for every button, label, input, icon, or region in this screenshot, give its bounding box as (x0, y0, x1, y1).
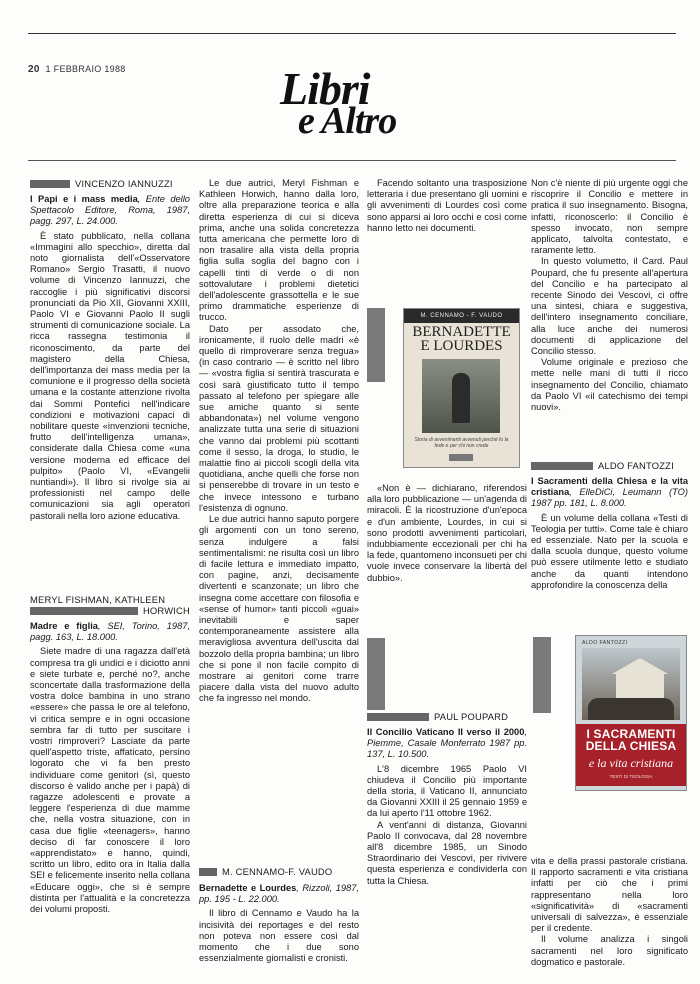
book-publisher: , ElleDiCi, Leumann (TO) 1987 pp. 181, L. 8.000. (531, 487, 688, 509)
author-name: VINCENZO IANNUZZI (75, 178, 173, 190)
book-title: I Papi e i mass media (30, 194, 138, 204)
article-fantozzi-cont (531, 856, 688, 968)
book-publisher: , SEI, Torino, 1987, pagg. 163, L. 18.000. (30, 621, 190, 643)
section-masthead (280, 60, 450, 150)
top-rule (28, 33, 676, 34)
author-name: PAUL POUPARD (434, 711, 509, 723)
book-reference (199, 883, 359, 905)
paragraph: Volume originale e prezioso che mette nelle mani di tutti il ricco insegnamento del Concilio, chiamato da Paolo VI «il catechismo dei tempi nuovi». (531, 357, 688, 413)
book-publisher: , Rizzoli, 1987, pp. 195 - L. 22.000. (199, 883, 359, 905)
byline-bar (367, 713, 429, 721)
book-cover-bernadette (403, 308, 520, 468)
book-title: Madre e figlia (30, 621, 98, 631)
book-reference (531, 476, 688, 510)
byline-bar (531, 462, 593, 470)
paragraph: Dato per assodato che, ironicamente, il ruolo delle madri «è quello di rimproverare senza tregua» (in caso contrario — è scritto nel libro — «vostra figlia si sentirà trascurata e così sarà giustificato tutto il tempo passato al telefono per spiegare alle sue amiche quanto si sente abbandonata») nel volume vengono analizzate tutta una serie di situazioni che vanno dai problemi più scottanti come il sesso, la droga, lo studio, le malattie fino ai piccoli scogli della vita quotidiana, anche quelli che forse non si penserebbe di trovare in un testo e che invece intessono e turbano l'esistenza di ognuno. (199, 323, 359, 513)
article-cennamo-cont (367, 178, 527, 234)
paragraph: È stato pubblicato, nella collana «Immagini allo specchio», diretta dal noto giornalista dell'«Osservatore Romano» Sergio Trasatti, il nuovo volume di Vincenzo Iannuzzi, che raccoglie i più significativi discorsi pronunciati da Pio XII, Giovanni XXIII, Paolo VI e Giovanni Paolo II sugli strumenti di comunicazione sociale. La ricca rassegna testimonia il riconoscimento, da parte del magistero della Chiesa, dell'importanza dei mass media per la comunione e il progresso della società umana e la costante attenzione rivolta dai Sommi Pontefici nell'indicare condizioni e motivazioni capaci di nobilitare queste «invenzioni tecniche, frutto dell'intelligenza umana», considerate dalla Chiesa come «una versione moderna ed efficace del pulpito» (Paolo VI, «Evangelii nuntiandi»). Il libro si rivolge sia ai professionisti nel campo delle comunicazioni sia agli operatori pastorali nella loro azione educativa. (30, 230, 190, 521)
article-poupard-cont (531, 178, 688, 413)
cover-author: ALDO FANTOZZI (582, 640, 628, 646)
article-iannuzzi (30, 178, 190, 522)
article-cennamo-quote (367, 483, 527, 584)
byline (30, 594, 190, 616)
page-number: 20 (28, 64, 40, 75)
article-fishman-cont (199, 178, 359, 705)
paragraph: Il volume analizza i singoli sacramenti nel loro significato dogmatico e pastorale. (531, 934, 688, 967)
page-info (28, 64, 126, 75)
gray-accent (533, 637, 551, 713)
book-title: Il Concilio Vaticano II verso il 2000 (367, 727, 525, 737)
author-name-line-2: HORWICH (142, 605, 190, 616)
book-publisher: , Ente dello Spettacolo Editore, Roma, 1987, pagg. 297, L. 24.000. (30, 194, 190, 227)
book-cover-sacramenti (575, 635, 687, 791)
cover-footer: TESTI DI TEOLOGIA (609, 774, 653, 779)
paragraph: L'8 dicembre 1965 Paolo VI chiudeva il Concilio più importante della storia, il Vaticano II, annunciato da Giovanni XXIII il 25 gennaio 1959 e da lui aperto l'11 ottobre 1962. (367, 763, 527, 819)
article-poupard (367, 711, 527, 887)
book-reference (367, 727, 527, 761)
issue-date: 1 FEBBRAIO 1988 (45, 64, 126, 74)
figure-silhouette (452, 373, 470, 423)
byline (531, 460, 688, 472)
church-roof (612, 658, 668, 674)
article-fishman (30, 594, 190, 915)
paragraph: Facendo soltanto una trasposizione letteraria i due presentano gli uomini e gli avvenimenti di Lourdes così come sono apparsi ai loro occhi e così come hanno letto nei documenti. (367, 178, 527, 233)
article-fantozzi (531, 460, 688, 591)
masthead-line-1: Libri (280, 63, 370, 114)
cover-title: BERNADETTE E LOURDES (412, 324, 511, 354)
cover-author: M. CENNAMO - F. VAUDO (404, 309, 519, 323)
byline-bar (30, 607, 138, 615)
byline-bar (199, 868, 217, 876)
paragraph: vita e della prassi pastorale cristiana. Il rapporto sacramenti e vita cristiana infatti per ciò che i primi rappresentano nella loro «significatività» di «sacramenti universali di salvezza», è essenziale per il credente. (531, 856, 688, 934)
gray-accent (367, 308, 385, 382)
header-rule (28, 160, 676, 161)
paragraph: Le due autrici hanno saputo porgere gli argomenti con un tono sereno, senza indulgere a falsi sentimentalismi: ne risulta così un libro di facile lettura e immediato impatto, con pagine, anzi, decisamente divertenti e scanzonate; un libro che insegna come accettare con filosofia e «sense of humor» tanti piccoli «guai» inevitabili e saper contemporaneamente assistere alla meravigliosa avventura dell'uscita dal bozzolo della propria bambina; un libro che si pone il non facile compito di mostrare ai genitori come trarre piacere dalla vista del nuovo adulto che fa ingresso nel mondo. (199, 514, 359, 704)
byline-bar (30, 180, 70, 188)
book-reference (30, 621, 190, 643)
book-publisher: , Piemme, Casale Monferrato 1987 pp. 137, L. 10.500. (367, 727, 527, 760)
gray-accent (367, 638, 385, 710)
author-name-line-1: MERYL FISHMAN, KATHLEEN (30, 594, 166, 605)
masthead-line-2: e Altro (298, 100, 397, 142)
crowd-silhouette (588, 698, 674, 720)
cover-title: I SACRAMENTI DELLA CHIESA (585, 727, 677, 753)
paragraph: Non c'è niente di più urgente oggi che riscoprire il Concilio e mettere in pratica il suo insegnamento. Bisogna, infatti, riconoscerlo: il Concilio è spesso invocato, non sempre applicato, talvolta contestato, e raramente letto. (531, 178, 688, 256)
cover-subtitle: e la vita cristiana (588, 756, 674, 770)
cover-photo (582, 648, 680, 720)
byline (30, 178, 190, 190)
paragraph: Le due autrici, Meryl Fishman e Kathleen Horwich, hanno dalla loro, oltre alla preparazione teorica e alla diretta esperienza di cui si diceva prima, anche una solida concretezza tutta americana che permette loro di non trasalire alla vista della propria figlia sulla soglia del bagno con i capelli tinti di verde o di non sottovalutare i problemi dietetici dell'adolescente grassottella e le sue primo drammatiche esperienze di trucco. (199, 178, 359, 323)
paragraph: Il libro di Cennamo e Vaudo ha la incisività dei reportages e del resto non poteva non essere così dal momento che i due sono essenzialmente giornalisti e cronisti. (199, 908, 359, 964)
article-cennamo (199, 866, 359, 964)
author-name: ALDO FANTOZZI (598, 460, 674, 472)
paragraph: A vent'anni di distanza, Giovanni Paolo II convocava, dal 28 novembre all'8 dicembre 1985, un Sinodo Straordinario dei Vescovi, per rivivere questa esperienza e condividerla con tutta la Chiesa. (367, 819, 527, 886)
byline (367, 711, 527, 723)
book-reference (30, 194, 190, 228)
byline (199, 866, 359, 878)
paragraph: In questo volumetto, il Card. Paul Poupard, che fu presente all'apertura del Concilio e ha partecipato al recente Sinodo dei Vescovi, ci offre una sintesi, chiara e suggestiva, dell'intero insegnamento conciliare, alla luce anche dei numerosi documenti di applicazione del Concilio stesso. (531, 256, 688, 357)
paragraph: «Non è — dichiarano, riferendosi alla loro pubblicazione — un'agenda di miracoli. È la ricostruzione d'un'epoca e d'un ambiente, Lourdes, in cui si sono prodotti avvenimenti particolari, indubbiamente eccezionali per chi ha la fede, quantomeno inconsueti per chi vuole invece conservare la libertà del dubbio». (367, 483, 527, 583)
cover-subtitle: Storia di avvenimenti avvenuti perché fu la fede e per chi non crede (414, 437, 509, 449)
paragraph: È un volume della collana «Testi di Teologia per tutti». Come tale è chiaro ed essenziale. Nato per la scuola e dalla scuola dunque, questo volume può essere utilmente letto e studiato anche da quanti intendono approfondire la conoscenza della (531, 512, 688, 590)
author-name: M. CENNAMO-F. VAUDO (222, 866, 333, 878)
paragraph: Siete madre di una ragazza dall'età compresa tra gli undici e i diciotto anni e siete turbate e, perché no?, anche sconcertate dalla trasformazione della vostra dolce bambina in uno strano «essere» che passa le ore al telefono, vi critica sempre e in ogni occasione sembra far di tutto per suscitare i vostri rimproveri? Lasciate da parte quell'aspetto triste, affaticato, persino logorato che vi fa ben presto individuare come genitori (sì, questo discorso è valido anche per i papà) di ragazze adolescenti e provate a leggere l'esperienza di due mamme che, nella vostra situazione, con in casa due figlie «teenagers», hanno deciso di far conoscere il loro «apprendistato» e hanno, quindi, scritto un libro, edito ora in Italia dalla SEI e felicemente inserito nella collana «Educare oggi», che si è sempre distinta per l'attualità e la concretezza dei volumi proposti. (30, 646, 190, 915)
book-title: Bernadette e Lourdes (199, 883, 297, 893)
cover-illustration (422, 359, 500, 433)
publisher-logo (449, 454, 473, 461)
book-title: I Sacramenti della Chiesa e la vita cristiana (531, 476, 688, 498)
